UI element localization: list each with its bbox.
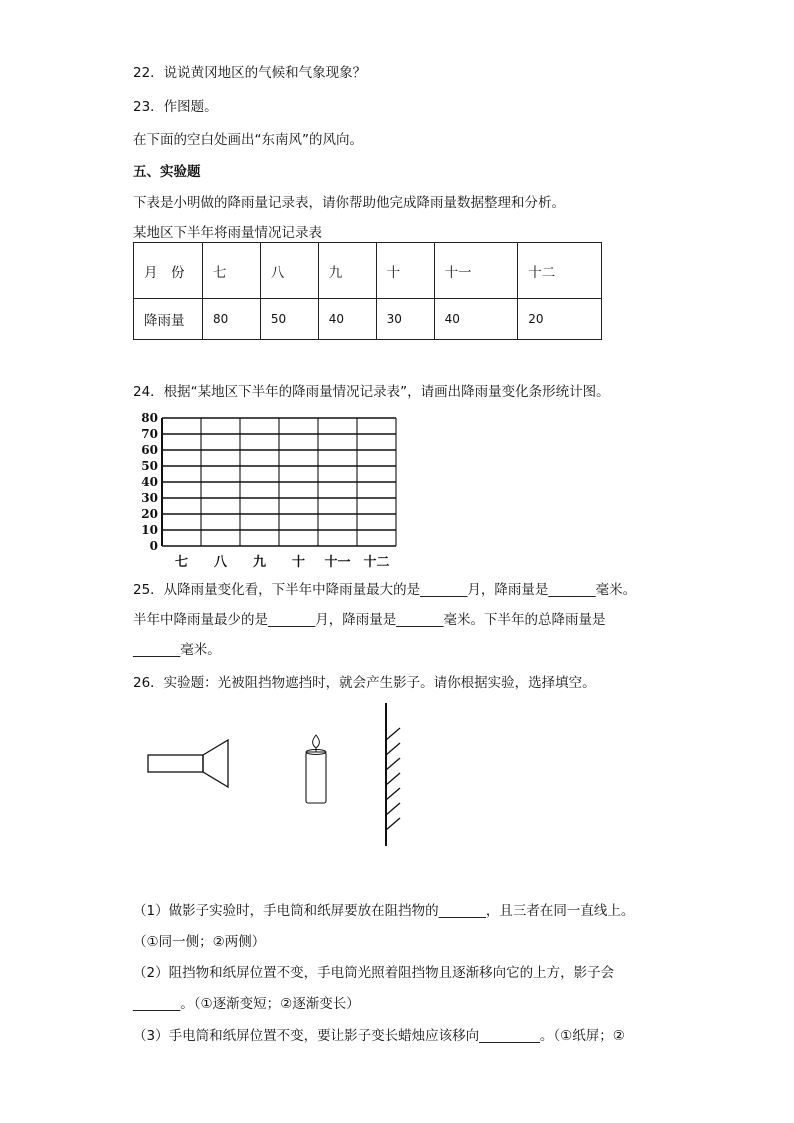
value-cell: 50 [260, 299, 318, 340]
y-tick-label: 60 [141, 443, 158, 457]
month-cell: 八 [260, 243, 318, 299]
x-tick-label: 十二 [363, 555, 390, 570]
value-cell: 20 [518, 299, 602, 340]
flashlight-icon [145, 735, 235, 795]
question-25-line-3: _______毫米。 [133, 642, 221, 658]
question-24: 24．根据“某地区下半年的降雨量情况记录表”，请画出降雨量变化条形统计图。 [133, 384, 610, 400]
screen-icon [380, 700, 410, 850]
y-tick-label: 50 [141, 459, 158, 473]
month-cell: 九 [318, 243, 376, 299]
y-tick-label: 80 [141, 411, 158, 425]
month-cell: 十 [376, 243, 434, 299]
header-cell: 月 份 [134, 243, 203, 299]
question-23: 23．作图题。 [133, 99, 218, 115]
x-tick-label: 十一 [324, 555, 351, 570]
rainfall-table [133, 242, 602, 340]
question-22: 22．说说黄冈地区的气候和气象现象？ [133, 65, 367, 81]
value-cell: 30 [376, 299, 434, 340]
sub-question-3-line-1: （3）手电筒和纸屏位置不变，要让影子变长蜡烛应该移向_________。（①纸屏；② [133, 1028, 625, 1044]
sub-question-2-line-2: _______。（①逐渐变短；②逐渐变长） [133, 996, 360, 1012]
x-tick-label: 十 [291, 555, 306, 570]
month-cell: 十一 [434, 243, 518, 299]
value-cell: 80 [203, 299, 261, 340]
question-25-line-1: 25．从降雨量变化看，下半年中降雨量最大的是_______月，降雨量是_______毫米。 [133, 582, 637, 598]
table-title: 某地区下半年将雨量情况记录表 [133, 225, 322, 241]
row-label-cell: 降雨量 [134, 299, 203, 340]
x-tick-label: 八 [213, 555, 228, 570]
month-cell: 七 [203, 243, 261, 299]
rainfall-bar-chart-grid [130, 408, 420, 578]
y-tick-label: 70 [141, 427, 158, 441]
x-tick-label: 七 [174, 555, 189, 570]
value-cell: 40 [434, 299, 518, 340]
table-intro: 下表是小明做的降雨量记录表，请你帮助他完成降雨量数据整理和分析。 [133, 195, 565, 211]
question-26: 26．实验题：光被阻挡物遮挡时，就会产生影子。请你根据实验，选择填空。 [133, 675, 596, 691]
sub-question-1-line-2: （①同一侧；②两侧） [133, 934, 266, 950]
y-tick-label: 0 [149, 539, 158, 553]
question-25-line-2: 半年中降雨量最少的是_______月，降雨量是_______毫米。下半年的总降雨量是 [133, 612, 606, 628]
candle-icon [301, 732, 331, 807]
sub-question-2-line-1: （2）阻挡物和纸屏位置不变，手电筒光照着阻挡物且逐渐移向它的上方，影子会 [133, 965, 615, 981]
section-title-experiment: 五、实验题 [133, 164, 201, 180]
y-tick-label: 30 [141, 491, 158, 505]
y-tick-label: 20 [141, 507, 158, 521]
y-tick-label: 40 [141, 475, 158, 489]
y-tick-label: 10 [141, 523, 158, 537]
month-cell: 十二 [518, 243, 602, 299]
question-23-text: 在下面的空白处画出“东南风”的风向。 [133, 132, 363, 148]
x-tick-label: 九 [252, 555, 267, 570]
value-cell: 40 [318, 299, 376, 340]
table-row [134, 299, 602, 340]
table-row [134, 243, 602, 299]
sub-question-1-line-1: （1）做影子实验时，手电筒和纸屏要放在阻挡物的_______，且三者在同一直线上。 [133, 903, 635, 919]
